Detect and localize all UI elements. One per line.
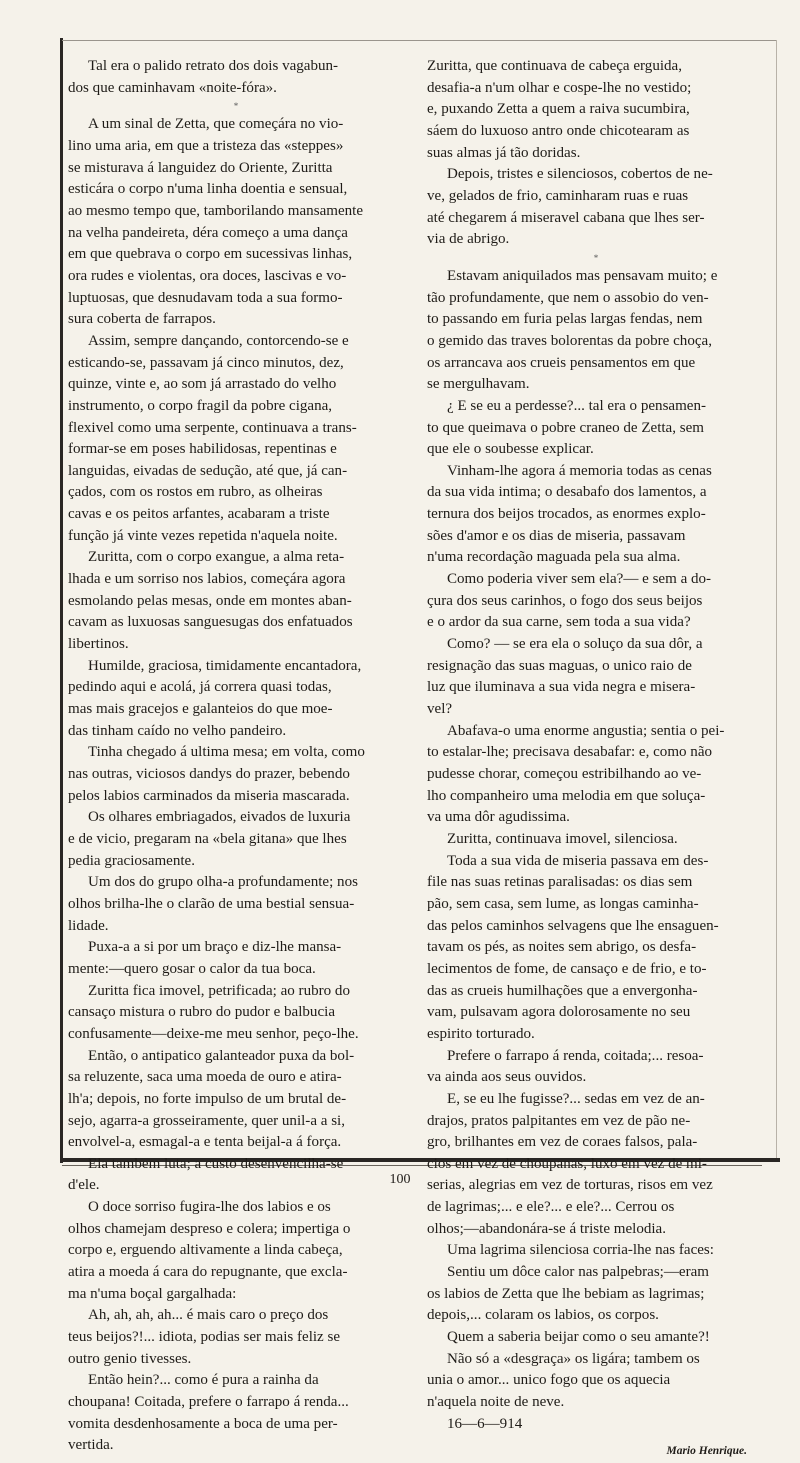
paragraph: Um dos do grupo olha-a profundamente; nos olhos brilha-lhe o clarão de uma bestial sensua- lidade. xyxy=(68,874,358,934)
paragraph: Abafava-o uma enorme angustia; sentia o pei- to estalar-lhe; precisava desabafar: e, como não pudesse chorar, começou estribilhando ao ve- lho companheiro uma melodia em que soluça- va uma dôr agudissima. xyxy=(427,722,725,826)
left-border-rule xyxy=(60,38,63,1163)
section-separator: * xyxy=(593,252,599,263)
right-border-rule xyxy=(776,40,777,1160)
paragraph: Humilde, graciosa, timidamente encantadora, pedindo aqui e acolá, já correra quasi todas, mas mais gracejos e galanteios do que moe- das tinham caído no velho pandeiro. xyxy=(68,657,362,739)
right-text-column xyxy=(427,56,765,1463)
paragraph: Prefere o farrapo á renda, coitada;... resoa- va ainda aos seus ouvidos. xyxy=(427,1047,704,1086)
paragraph: ¿ E se eu a perdesse?... tal era o pensamen- to que queimava o pobre craneo de Zetta, sem que ele o soubesse explicar. xyxy=(427,397,707,458)
paragraph: Vinham-lhe agora á memoria todas as cenas da sua vida intima; o desabafo dos lamentos, a ternura dos beijos trocados, as enormes explo- sões d'amor e os dias de miseria, passavam n'uma recordação maguada pela sua alma. xyxy=(427,462,712,566)
paragraph: Zuritta fica imovel, petrificada; ao rubro do cansaço mistura o rubro do pudor e balbucia confusamente—deixe-me meu senhor, peço-lhe. xyxy=(68,982,359,1042)
paragraph: Então hein?... como é pura a rainha da choupana! Coitada, prefere o farrapo á renda... vomita desdenhosamente a boca de uma per- vertida. xyxy=(68,1372,349,1454)
paragraph: Depois, tristes e silenciosos, cobertos de ne- ve, gelados de frio, caminharam ruas e ruas até chegarem á miseravel cabana que lhes ser- via de abrigo. xyxy=(427,166,713,248)
paragraph: Estavam aniquilados mas pensavam muito; e tão profundamente, que nem o assobio do ven- to passando em furia pelas largas fendas, nem o gemido das traves bolorentas da pobre choça, os arrancava aos crueis pensamentos em que se mergulhavam. xyxy=(427,267,718,393)
paragraph: Toda a sua vida de miseria passava em des- file nas suas retinas paralisadas: os dias sem pão, sem casa, sem lume, as longas caminha- das pelos caminhos selvagens que lhe ensaguen- tavam os pés, as noites sem abrigo, os desfa- lecimentos de fome, de cansaço e de frio, e to- das as crueis humilhações que a envergonha- vam, pulsavam agora dolorosamente no seu espirito torturado. xyxy=(427,852,719,1042)
page-number: 100 xyxy=(389,1172,411,1187)
paragraph: Ela tambem luta; a custo desenvencilha-se d'ele. xyxy=(68,1155,344,1194)
paragraph: Ah, ah, ah, ah... é mais caro o preço dos teus beijos?!... idiota, podias ser mais feliz se outro genio tivesses. xyxy=(68,1307,341,1367)
paragraph: Então, o antipatico galanteador puxa da bol- sa reluzente, saca uma moeda de ouro e atira- lh'a; depois, no forte impulso de um brutal de- sejo, agarra-a grosseiramente, quer unil-a a si, envolvel-a, esmagal-a e tenta beijal-a á força. xyxy=(68,1047,355,1151)
paragraph: E, se eu lhe fugisse?... sedas em vez de an- drajos, pratos palpitantes em vez de pão ne- gro, brilhantes em vez de coraes falsos, pala- cios em vez de choupanas, luxo em vez de mi- serias, alegrias em vez de torturas, risos em vez de lagrimas;... e ele?... e ele?... Cerrou os olhos;—abandonára-se á triste melodia. xyxy=(427,1090,713,1237)
left-text-column xyxy=(68,56,404,1457)
paragraph: Zuritta, com o corpo exangue, a alma reta- lhada e um sorriso nos labios, começára agora esmolando pelas mesas, onde em montes aban- cavam as luxuosas sanguesugas dos enfatuados libertinos. xyxy=(68,549,353,653)
paragraph: Zuritta, que continuava de cabeça erguida, desafia-a n'um olhar e cospe-lhe no vestido; e, puxando Zetta a quem a raiva sucumbira, sáem do luxuoso antro onde chicotearam as suas almas já tão doridas. xyxy=(427,58,692,161)
top-border-rule xyxy=(62,40,777,41)
section-separator: * xyxy=(233,101,239,112)
author-signature: Mario Henrique. xyxy=(666,1445,747,1458)
paragraph: Zuritta, continuava imovel, silenciosa. xyxy=(447,830,678,847)
paragraph: O doce sorriso fugira-lhe dos labios e os olhos chamejam despreso e colera; impertiga o corpo e, erguendo altivamente a linda cabeça, atira a moeda á cara do repugnante, que excla- ma n'uma boçal gargalhada: xyxy=(68,1199,351,1302)
paragraph: A um sinal de Zetta, que começára no vio- lino uma aria, em que a tristeza das «steppes» se misturava á languidez do Oriente, Zuritta esticára o corpo n'uma linha doentia e sensual, ao mesmo tempo que, tamborilando mansamente na velha pandeireta, déra começo a uma dança em que quebrava o corpo em sucessivas linhas, ora rudes e violentas, ora doces, lascivas e vo- luptuosas, que desnudavam toda a sua formo- sura coberta de farrapos. xyxy=(68,116,364,328)
paragraph: Como poderia viver sem ela?— e sem a do- çura dos seus carinhos, o fogo dos seus beijos e o ardor da sua carne, sem toda a sua vida? xyxy=(427,571,712,631)
paragraph: Sentiu um dôce calor nas palpebras;—eram os labios de Zetta que lhe bebiam as lagrimas; depois,... colaram os labios, os corpos. xyxy=(427,1264,709,1324)
paragraph: Uma lagrima silenciosa corria-lhe nas faces: xyxy=(447,1242,714,1259)
paragraph: Como? — se era ela o soluço da sua dôr, a resignação das suas maguas, o unico raio de luz que iluminava a sua vida negra e misera- vel? xyxy=(427,636,703,718)
paragraph: Puxa-a a si por um braço e diz-lhe mansa- mente:—quero gosar o calor da tua boca. xyxy=(68,939,342,977)
paragraph: Assim, sempre dançando, contorcendo-se e esticando-se, passavam já cinco minutos, dez, quinze, vinte e, ao som já arrastado do velho instrumento, o corpo fragil da pobre cigana, flexivel como uma serpente, continuava a trans- formar-se em poses habilidosas, repentinas e languidas, eivadas de sedução, até que, já can- çados, com os rostos em rubro, as olheiras cavas e os peitos arfantes, acabaram a triste função já vinte vezes repetida n'aquela noite. xyxy=(68,332,357,544)
date-line: 16—6—914 xyxy=(447,1415,523,1432)
paragraph: Não só a «desgraça» os ligára; tambem os unia o amor... unico fogo que os aquecia n'aquela noite de neve. xyxy=(427,1350,700,1411)
paragraph: Os olhares embriagados, eivados de luxuria e de vicio, pregaram na «bela gitana» que lhes pedia graciosamente. xyxy=(68,809,351,869)
paragraph: Tal era o palido retrato dos dois vagabun- dos que caminhavam «noite-fóra». xyxy=(68,58,339,96)
paragraph: Tinha chegado á ultima mesa; em volta, como nas outras, viciosos dandys do prazer, bebendo pelos labios carminados da miseria mascarada. xyxy=(68,744,365,804)
paragraph: Quem a saberia beijar como o seu amante?! xyxy=(447,1329,710,1346)
